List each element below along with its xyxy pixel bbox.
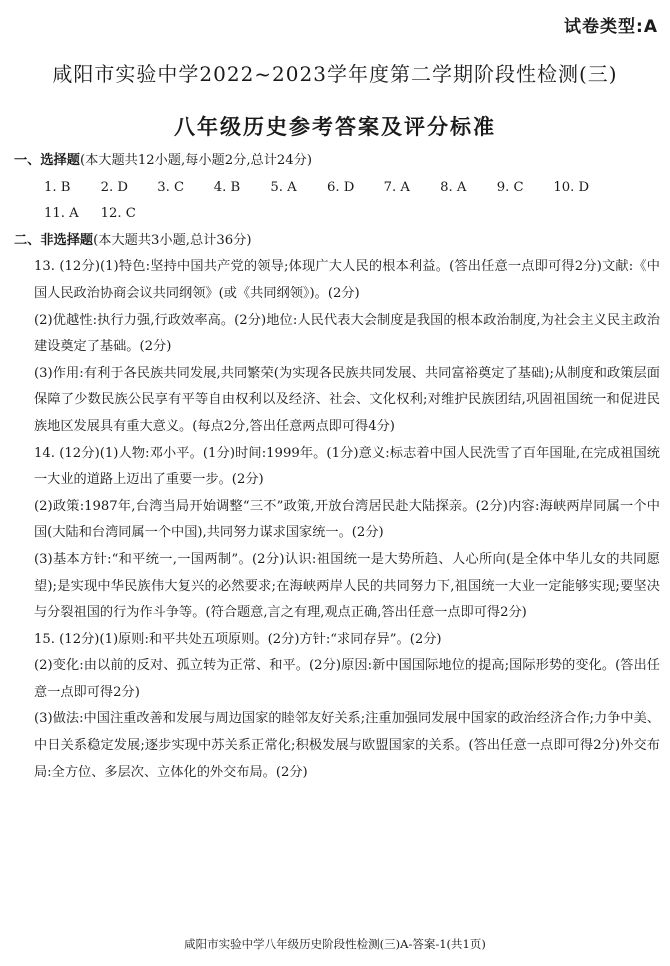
choice-answer: 7. A: [383, 179, 410, 195]
q15-part-3: (3)做法:中国注重改善和发展与周边国家的睦邻友好关系;注重加强同发展中国家的政治经济合作;力争中美、中日关系稳定发展;逐步实现中苏关系正常化;积极发展与欧盟国家的关系。(答出任意一点即可得2分)外交布局:全方位、多层次、立体化的外交布局。(2分): [34, 711, 660, 780]
section-1-note: (本大题共12小题,每小题2分,总计24分): [79, 153, 312, 168]
choice-answer: 2. D: [100, 179, 128, 195]
choice-answer: 10. D: [553, 179, 590, 195]
choice-answer: 1. B: [44, 179, 71, 195]
q14-part-2: (2)政策:1987年,台湾当局开始调整“三不”政策,开放台湾居民赴大陆探亲。(2分)内容:海峡两岸同属一个中国(大陆和台湾同属一个中国),共同努力谋求国家统一。(2分): [34, 498, 660, 541]
answer-content: [10, 148, 660, 786]
choice-answer: 11. A: [44, 206, 79, 222]
school-exam-title: 咸阳市实验中学2022~2023学年度第二学期阶段性检测(三): [52, 62, 618, 86]
choice-answer: 6. D: [326, 179, 355, 195]
page-footer: 咸阳市实验中学八年级历史阶段性检测(三)A-答案-1(共1页): [184, 937, 486, 951]
q15-part-2: (2)变化:由以前的反对、孤立转为正常、和平。(2分)原因:新中国国际地位的提高;国际形势的变化。(答出任意一点即可得2分): [34, 658, 660, 700]
answer-key-title: 八年级历史参考答案及评分标准: [174, 115, 496, 139]
choice-answer: 8. A: [440, 179, 467, 195]
q13-part-3: (3)作用:有利于各民族共同发展,共同繁荣(为实现各民族共同发展、共同富裕奠定了基础);从制度和政策层面保障了少数民族公民享有平等自由权利以及经济、社会、文化权利;对维护民族团结,巩固祖国统一和促进民族地区发展具有重大意义。(每点2分,答出任意两点即可得4分): [34, 365, 660, 434]
choice-answers: [10, 175, 660, 228]
choice-answer: 3. C: [157, 179, 185, 195]
section-2-title: 二、非选择题: [14, 232, 94, 248]
section-2-note: (本大题共3小题,总计36分): [93, 232, 252, 248]
section-1-title: 一、选择题: [14, 153, 80, 168]
section-1-heading: [10, 148, 660, 175]
choice-answer: 4. B: [213, 179, 241, 195]
choice-answer: 5. A: [270, 179, 297, 195]
choice-answer: 9. C: [496, 179, 524, 195]
choice-answer: 12. C: [100, 206, 136, 222]
q14-part-1: 14. (12分)(1)人物:邓小平。(1分)时间:1999年。(1分)意义:标志着中国人民洗雪了百年国耻,在完成祖国统一大业的道路上迈出了重要一步。(2分): [34, 445, 660, 488]
q14-part-3: (3)基本方针:“和平统一,一国两制”。(2分)认识:祖国统一是大势所趋、人心所向(是全体中华儿女的共同愿望);是实现中华民族伟大复兴的必然要求;在海峡两岸人民的共同努力下,祖国统一大业一定能够实现;要坚决与分裂祖国的行为作斗争等。(符合题意,言之有理,观点正确,答出任意一点即可得2分): [34, 551, 660, 621]
paper-type-label: 试卷类型:A: [564, 17, 658, 37]
q13-part-1: 13. (12分)(1)特色:坚持中国共产党的领导;体现广大人民的根本利益。(答出任意一点即可得2分)文献:《中国人民政治协商会议共同纲领》(或《共同纲领》)。(2分): [34, 259, 660, 301]
section-2-heading: [10, 228, 660, 255]
q13-part-2: (2)优越性:执行力强,行政效率高。(2分)地位:人民代表大会制度是我国的根本政治制度,为社会主义民主政治建设奠定了基础。(2分): [34, 312, 660, 355]
q15-part-1: 15. (12分)(1)原则:和平共处五项原则。(2分)方针:“求同存异”。(2分): [34, 631, 442, 647]
